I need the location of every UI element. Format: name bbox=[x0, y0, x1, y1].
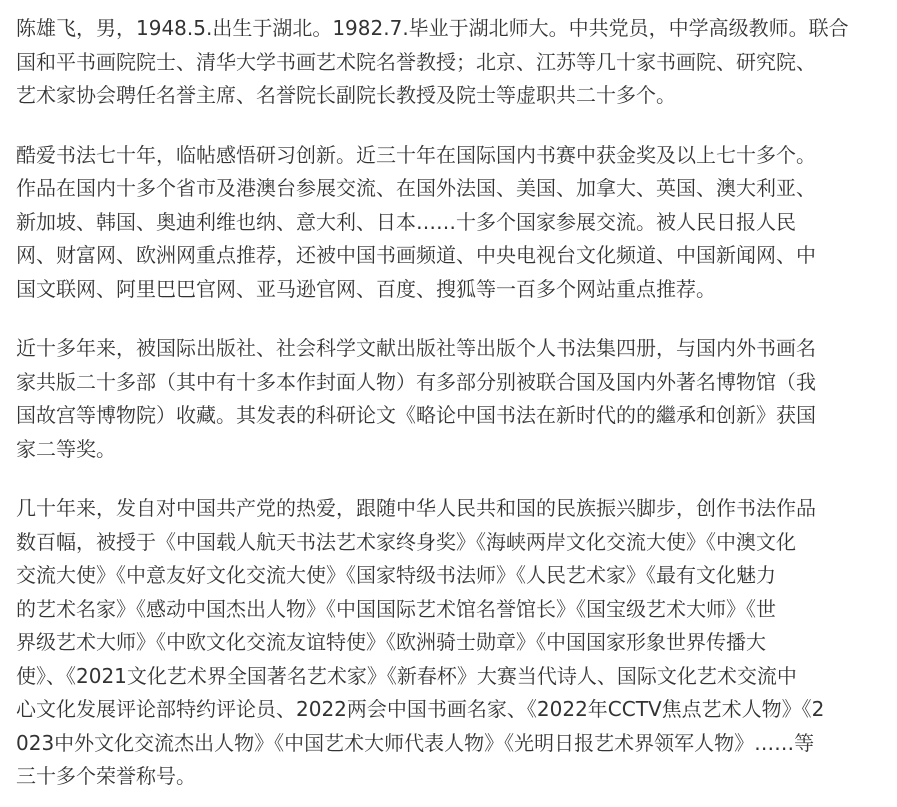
paragraph-calligraphy-awards bbox=[16, 139, 886, 307]
text-line: 近十多年来，被国际出版社、社会科学文献出版社等出版个人书法集四册，与国内外书画名 bbox=[16, 336, 816, 360]
paragraph-biography bbox=[16, 12, 886, 113]
text-line: 陈雄飞，男，1948.5.出生于湖北。1982.7.毕业于湖北师大。中共党员，中学高级教师。联合 bbox=[16, 16, 849, 40]
text-line: 心文化发展评论部特约评论员、2022两会中国书画名家、《2022年CCTV焦点艺术人物》《2 bbox=[16, 697, 825, 721]
text-line: 的艺术名家》《感动中国杰出人物》《中国国际艺术馆名誉馆长》《国宝级艺术大师》《世 bbox=[16, 596, 776, 621]
text-line: 网、财富网、欧洲网重点推荐，还被中国书画频道、中央电视台文化频道、中国新闻网、中 bbox=[16, 243, 816, 267]
paragraph-honors bbox=[16, 492, 886, 794]
text-line: 023中外文化交流杰出人物》《中国艺术大师代表人物》《光明日报艺术界领军人物》……等 bbox=[16, 730, 815, 755]
text-line: 酷爱书法七十年，临帖感悟研习创新。近三十年在国际国内书赛中获金奖及以上七十多个。 bbox=[16, 142, 816, 167]
text-line: 艺术家协会聘任名誉主席、名誉院长副院长教授及院士等虚职共二十多个。 bbox=[16, 83, 676, 107]
text-line: 国故宫等博物院）收藏。其发表的科研论文《略论中国书法在新时代的的繼承和创新》获国 bbox=[16, 403, 816, 427]
text-line: 界级艺术大师》《中欧文化交流友谊特使》《欧洲骑士勋章》《中国国家形象世界传播大 bbox=[16, 630, 766, 654]
text-line: 几十年来，发自对中国共产党的热爱，跟随中华人民共和国的民族振兴脚步，创作书法作品 bbox=[16, 496, 816, 520]
text-line: 新加坡、韩国、奥迪利维也纳、意大利、日本……十多个国家参展交流。被人民日报人民 bbox=[16, 209, 796, 234]
text-line: 国文联网、阿里巴巴官网、亚马逊官网、百度、搜狐等一百多个网站重点推荐。 bbox=[16, 276, 716, 301]
text-line: 家二等奖。 bbox=[16, 436, 116, 461]
text-line: 家共版二十多部（其中有十多本作封面人物）有多部分别被联合国及国内外著名博物馆（我 bbox=[16, 369, 816, 394]
text-line: 数百幅，被授于《中国载人航天书法艺术家终身奖》《海峡两岸文化交流大使》《中澳文化 bbox=[16, 529, 796, 554]
text-line: 国和平书画院院士、清华大学书画艺术院名誉教授；北京、江苏等几十家书画院、研究院、 bbox=[16, 49, 816, 74]
text-line: 使》、《2021文化艺术界全国著名艺术家》《新春杯》大赛当代诗人、国际文化艺术交流中 bbox=[16, 663, 797, 688]
text-line: 三十多个荣誉称号。 bbox=[16, 764, 196, 788]
paragraph-publications bbox=[16, 332, 886, 466]
article-body bbox=[16, 12, 886, 794]
text-line: 作品在国内十多个省市及港澳台参展交流、在国外法国、美国、加拿大、英国、澳大利亚、 bbox=[16, 176, 816, 200]
text-line: 交流大使》《中意友好文化交流大使》《国家特级书法师》《人民艺术家》《最有文化魅力 bbox=[16, 563, 776, 587]
